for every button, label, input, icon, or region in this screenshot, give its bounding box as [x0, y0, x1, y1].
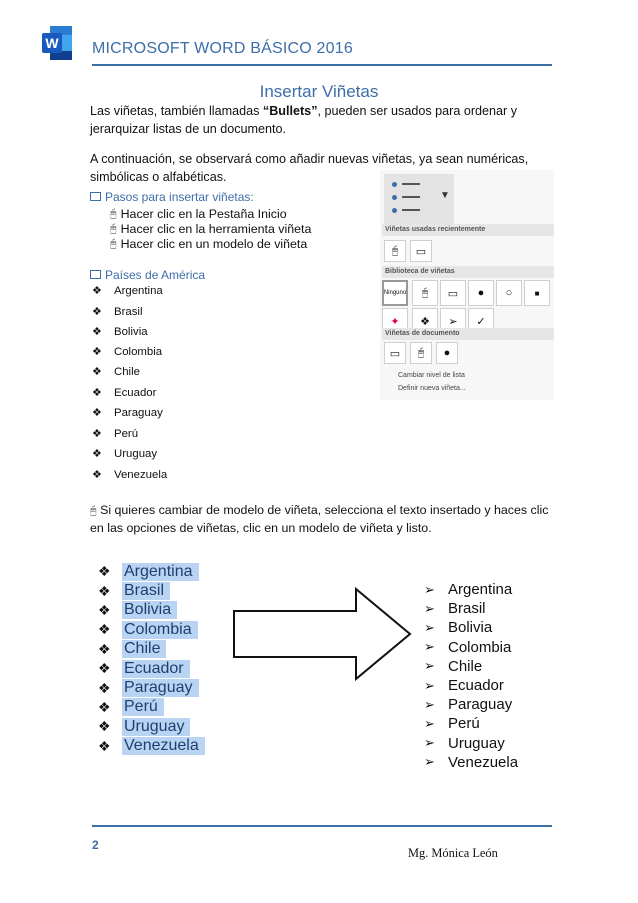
country-name: Paraguay — [114, 406, 163, 419]
list-item — [424, 580, 518, 599]
list-item — [424, 676, 518, 695]
dropdown-arrow-icon[interactable]: ▼ — [440, 190, 450, 201]
after-list — [424, 580, 518, 772]
list-item-text: Chile — [448, 657, 483, 675]
list-item — [424, 753, 518, 772]
diamond-bullet-icon: ❖ — [92, 285, 102, 297]
bullet-gallery-panel — [380, 170, 554, 400]
list-item — [98, 717, 205, 736]
list-item — [92, 406, 163, 419]
bullet-option-mouse[interactable]: 🖰 — [412, 280, 438, 306]
arrowhead-bullet-icon: ➢ — [424, 658, 435, 674]
bullet-option-hollow-dot[interactable]: ○ — [496, 280, 522, 306]
list-item — [92, 345, 162, 358]
list-item — [98, 698, 205, 717]
diamond-bullet-icon: ❖ — [92, 346, 102, 358]
bullet-option-computer[interactable]: ▭ — [410, 240, 432, 262]
list-item — [92, 305, 142, 318]
list-item — [424, 618, 518, 637]
document-title: Insertar Viñetas — [259, 82, 379, 101]
step-text: Hacer clic en un modelo de viñeta — [120, 237, 308, 251]
list-item — [424, 695, 518, 714]
author-name: Mg. Mónica León — [408, 846, 498, 860]
list-item-text: Venezuela — [122, 737, 205, 755]
list-item-text: Colombia — [448, 638, 512, 656]
country-name: Chile — [114, 365, 140, 378]
arrowhead-bullet-icon: ➢ — [424, 696, 435, 712]
country-name: Ecuador — [114, 386, 157, 399]
bullet-library-label: Biblioteca de viñetas — [382, 266, 554, 278]
list-item-text: Paraguay — [448, 696, 513, 714]
intro-paragraph-2: A continuación, se observará como añadir nuevas viñetas, ya sean numéricas, simbólicas o alfabéticas. — [90, 152, 529, 184]
list-item-text: Uruguay — [448, 734, 505, 752]
country-name: Venezuela — [114, 468, 168, 481]
diamond-bullet-icon: ❖ — [98, 737, 111, 754]
bullet-option-arrowhead[interactable]: ➢ — [440, 308, 466, 334]
list-item-text: Bolivia — [122, 601, 177, 619]
diamond-bullet-icon: ❖ — [92, 387, 102, 399]
country-name: Uruguay — [114, 447, 158, 460]
diamond-bullet-icon: ❖ — [92, 448, 102, 460]
diamond-bullet-icon: ❖ — [92, 407, 102, 419]
right-arrow-icon — [232, 587, 412, 681]
bullet-option-filled-dot[interactable]: ● — [468, 280, 494, 306]
bullet-option-filled-dot[interactable]: ● — [436, 342, 458, 364]
arrowhead-bullet-icon: ➢ — [424, 619, 435, 635]
diamond-bullet-icon: ❖ — [98, 621, 111, 638]
list-item — [424, 714, 518, 733]
bullet-option-square[interactable]: ■ — [524, 280, 550, 306]
countries-heading-label: Países de América — [105, 268, 206, 282]
country-name: Perú — [114, 427, 139, 440]
list-item-text: Brasil — [448, 600, 486, 618]
bullet-option-computer[interactable]: ▭ — [440, 280, 466, 306]
arrowhead-bullet-icon: ➢ — [424, 677, 435, 693]
list-item — [98, 659, 205, 678]
arrowhead-bullet-icon: ➢ — [424, 735, 435, 751]
bullet-option-star[interactable]: ✦ — [382, 308, 408, 334]
tip-paragraph — [90, 502, 560, 537]
list-item — [92, 284, 163, 297]
bullet-option-mouse[interactable]: 🖰 — [384, 240, 406, 262]
list-item-text: Ecuador — [448, 677, 504, 695]
country-name: Colombia — [114, 345, 163, 358]
diamond-bullet-icon: ❖ — [98, 601, 111, 618]
bullet-option-diamond[interactable]: ❖ — [412, 308, 438, 334]
list-item-text: Perú — [122, 698, 164, 716]
list-item-text: Colombia — [122, 621, 198, 639]
list-item-text: Argentina — [448, 581, 513, 599]
tip-text: Si quieres cambiar de modelo de viñeta, selecciona el texto insertado y haces clic en las opciones de viñetas, clic en un modelo de viñeta y listo. — [90, 503, 549, 535]
list-item — [98, 581, 205, 600]
step-text: Hacer clic en la Pestaña Inicio — [120, 207, 287, 221]
mouse-icon: 🖰 — [110, 207, 117, 220]
diamond-bullet-icon: ❖ — [92, 428, 102, 440]
word-logo-icon — [42, 24, 72, 62]
header-title: MICROSOFT WORD BÁSICO 2016 — [92, 40, 353, 57]
list-item — [98, 678, 205, 697]
list-item — [98, 601, 205, 620]
arrowhead-bullet-icon: ➢ — [424, 600, 435, 616]
steps-heading-label: Pasos para insertar viñetas: — [105, 190, 254, 204]
list-item — [92, 427, 138, 440]
intro-text-end: , pueden ser usados para ordenar y jerarquizar listas de un documento. — [90, 104, 518, 136]
diamond-bullet-icon: ❖ — [98, 582, 111, 599]
mouse-icon: 🖰 — [90, 505, 97, 517]
diamond-bullet-icon: ❖ — [92, 326, 102, 338]
list-item — [92, 325, 148, 338]
step-item — [110, 207, 287, 221]
list-item-text: Ecuador — [122, 660, 190, 678]
diamond-bullet-icon: ❖ — [98, 563, 111, 580]
intro-paragraph — [90, 102, 550, 138]
diamond-bullet-icon: ❖ — [98, 660, 111, 677]
list-item — [92, 447, 157, 460]
list-item — [424, 734, 518, 753]
list-item-text: Uruguay — [122, 718, 190, 736]
step-item — [110, 237, 307, 251]
list-item — [98, 640, 205, 659]
list-item — [98, 620, 205, 639]
diamond-bullet-icon: ❖ — [98, 698, 111, 715]
arrowhead-bullet-icon: ➢ — [424, 581, 435, 597]
computer-icon — [90, 192, 101, 201]
diamond-bullet-icon: ❖ — [92, 469, 102, 481]
list-item — [424, 599, 518, 618]
bullets-button-icon[interactable] — [384, 174, 454, 224]
bullet-option-computer[interactable]: ▭ — [384, 342, 406, 364]
before-list — [98, 562, 205, 756]
diamond-bullet-icon: ❖ — [92, 366, 102, 378]
diamond-bullet-icon: ❖ — [92, 306, 102, 318]
list-item — [92, 386, 156, 399]
mouse-icon: 🖰 — [110, 222, 117, 235]
list-item — [424, 657, 518, 676]
step-item — [110, 222, 311, 236]
diamond-bullet-icon: ❖ — [98, 718, 111, 735]
computer-icon — [90, 270, 101, 279]
country-name: Argentina — [114, 284, 163, 297]
bullet-option-none[interactable]: Ninguno — [382, 280, 408, 306]
header-divider — [92, 64, 552, 66]
list-item — [98, 737, 205, 756]
intro-bold-term: “Bullets” — [262, 104, 318, 118]
list-item-text: Perú — [448, 715, 480, 733]
list-item — [424, 638, 518, 657]
country-name: Bolivia — [114, 325, 148, 338]
list-item-text: Venezuela — [448, 753, 519, 771]
svg-text:W: W — [45, 35, 59, 51]
diamond-bullet-icon: ❖ — [98, 679, 111, 696]
bullet-option-check[interactable]: ✓ — [468, 308, 494, 334]
list-item-text: Brasil — [122, 582, 170, 600]
list-item — [98, 562, 205, 581]
change-list-level-menu-item[interactable]: Cambiar nivel de lista — [398, 372, 465, 379]
page-number: 2 — [92, 838, 99, 852]
intro-text-start: Las viñetas, también llamadas — [90, 104, 263, 118]
arrowhead-bullet-icon: ➢ — [424, 715, 435, 731]
list-item-text: Chile — [122, 640, 166, 658]
step-text: Hacer clic en la herramienta viñeta — [120, 222, 312, 236]
footer-divider — [92, 825, 552, 827]
list-item-text: Paraguay — [122, 679, 199, 697]
mouse-icon: 🖰 — [110, 237, 117, 250]
country-name: Brasil — [114, 305, 143, 318]
arrowhead-bullet-icon: ➢ — [424, 754, 435, 770]
document-bullets-label: Viñetas de documento — [382, 328, 554, 340]
list-item-text: Argentina — [122, 563, 199, 581]
arrowhead-bullet-icon: ➢ — [424, 639, 435, 655]
list-item — [92, 365, 140, 378]
list-item — [92, 468, 167, 481]
define-new-bullet-menu-item[interactable]: Definir nueva viñeta... — [398, 385, 466, 392]
bullet-option-mouse[interactable]: 🖰 — [410, 342, 432, 364]
recent-bullets-label: Viñetas usadas recientemente — [382, 224, 554, 236]
countries-heading — [90, 268, 205, 282]
list-item-text: Bolivia — [448, 619, 493, 637]
steps-heading — [90, 190, 254, 204]
diamond-bullet-icon: ❖ — [98, 640, 111, 657]
